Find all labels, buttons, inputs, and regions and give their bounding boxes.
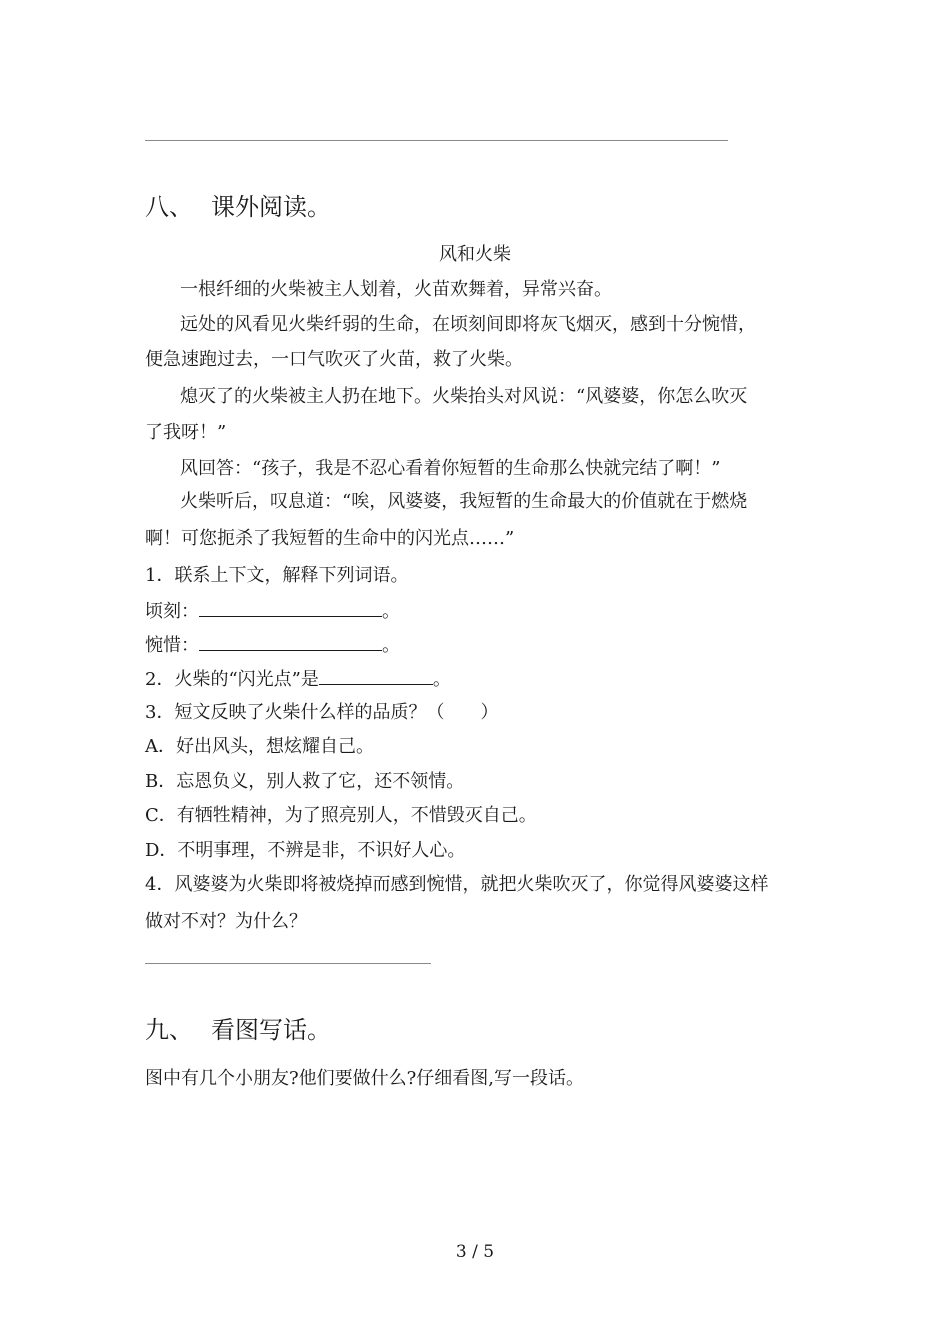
question-3: 3．短文反映了火柴什么样的品质？（ ） (145, 702, 499, 723)
story-paragraph-1: 一根纤细的火柴被主人划着，火苗欢舞着，异常兴奋。 (180, 279, 612, 300)
question-2-text: 2．火柴的“闪光点”是 (145, 669, 319, 690)
story-paragraph-5-cont: 啊！可您扼杀了我短暂的生命中的闪光点……” (145, 528, 515, 549)
section-8-heading (145, 192, 331, 222)
answer-line-top (145, 140, 728, 141)
question-1a (145, 598, 400, 624)
section-9-title: 看图写话。 (211, 1016, 331, 1044)
question-1a-period: 。 (382, 601, 400, 622)
option-d: D．不明事理，不辨是非，不识好人心。 (145, 840, 466, 861)
option-b: B．忘恩负义，别人救了它，还不领情。 (145, 771, 465, 792)
question-1b-period: 。 (382, 635, 400, 656)
question-4-cont: 做对不对？为什么？ (145, 911, 307, 932)
story-paragraph-2-cont: 便急速跑过去，一口气吹灭了火苗，救了火柴。 (145, 349, 523, 370)
section-9-heading (145, 1015, 331, 1045)
story-paragraph-5: 火柴听后，叹息道：“唉，风婆婆，我短暂的生命最大的价值就在于燃烧 (180, 491, 748, 512)
question-1: 1．联系上下文，解释下列词语。 (145, 565, 409, 586)
question-1b (145, 632, 400, 658)
question-1a-label: 顷刻： (145, 601, 199, 622)
answer-blank-1a[interactable] (199, 598, 382, 617)
page-number: 3 / 5 (455, 1242, 495, 1262)
answer-line-question-4[interactable] (145, 963, 431, 964)
option-a: A．好出风头，想炫耀自己。 (145, 736, 374, 757)
option-c: C．有牺牲精神，为了照亮别人，不惜毁灭自己。 (145, 805, 537, 826)
answer-blank-1b[interactable] (199, 632, 382, 651)
story-paragraph-2: 远处的风看见火柴纤弱的生命，在顷刻间即将灰飞烟灭，感到十分惋惜， (180, 314, 756, 335)
question-1b-label: 惋惜： (145, 635, 199, 656)
section-8-number: 八、 (145, 193, 193, 221)
story-title: 风和火柴 (439, 244, 511, 265)
question-2-period: 。 (432, 669, 451, 690)
story-paragraph-4: 风回答：“孩子，我是不忍心看着你短暂的生命那么快就完结了啊！” (180, 458, 721, 479)
question-4: 4．风婆婆为火柴即将被烧掉而感到惋惜，就把火柴吹灭了，你觉得风婆婆这样 (145, 874, 769, 895)
answer-blank-2[interactable] (319, 666, 433, 685)
section-8-title: 课外阅读。 (211, 193, 331, 221)
story-paragraph-3-cont: 了我呀！” (145, 422, 227, 443)
story-paragraph-3: 熄灭了的火柴被主人扔在地下。火柴抬头对风说：“风婆婆，你怎么吹灭 (180, 386, 748, 407)
section-9-number: 九、 (145, 1016, 193, 1044)
section-9-prompt: 图中有几个小朋友?他们要做什么?仔细看图,写一段话。 (145, 1068, 585, 1089)
question-2 (145, 666, 451, 692)
